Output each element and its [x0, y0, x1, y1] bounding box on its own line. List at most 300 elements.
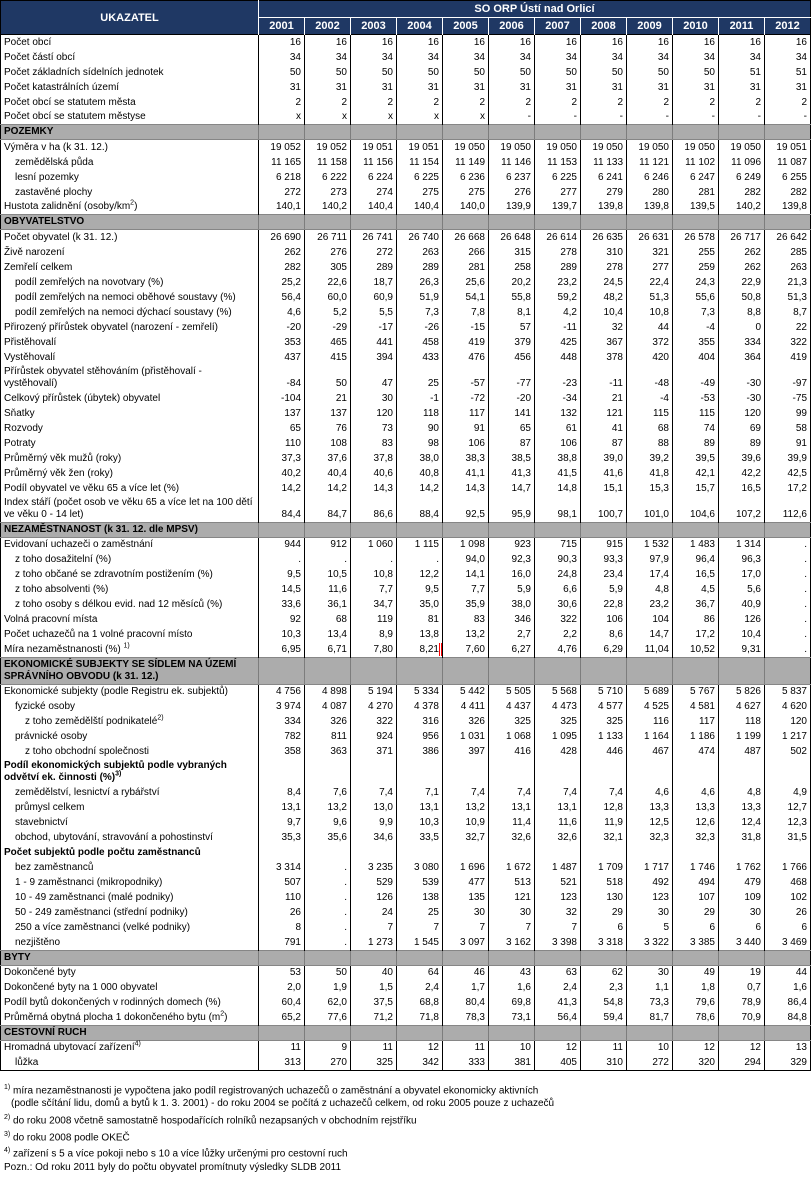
value-cell: 11 087 — [765, 155, 811, 170]
value-cell: 119 — [351, 612, 397, 627]
value-cell: 37,6 — [305, 451, 351, 466]
value-cell — [259, 215, 305, 230]
value-cell: 34 — [581, 50, 627, 65]
value-cell: 342 — [397, 1055, 443, 1070]
value-cell: 49 — [673, 965, 719, 980]
row-label: podíl zemřelých na novotvary (%) — [15, 276, 164, 288]
value-cell: 17,2 — [673, 627, 719, 642]
value-cell: 10,4 — [581, 305, 627, 320]
value-cell: 12,3 — [765, 815, 811, 830]
value-cell: 57 — [489, 320, 535, 335]
row-label: obchod, ubytování, stravování a pohostinství — [15, 832, 213, 843]
value-cell: 502 — [765, 744, 811, 759]
value-cell: 281 — [443, 260, 489, 275]
value-cell: 106 — [535, 436, 581, 451]
value-cell: 92,5 — [443, 496, 489, 523]
value-cell: 8,4 — [259, 785, 305, 800]
value-cell: . — [305, 890, 351, 905]
value-cell: 5 194 — [351, 684, 397, 699]
value-cell — [627, 657, 673, 684]
value-cell: 437 — [259, 350, 305, 365]
table-row — [1, 1040, 811, 1055]
value-cell: -20 — [259, 320, 305, 335]
value-cell: 16 — [443, 35, 489, 50]
value-cell: 272 — [351, 245, 397, 260]
value-cell: 38,0 — [489, 597, 535, 612]
value-cell: -53 — [673, 391, 719, 406]
value-cell: 19 050 — [489, 140, 535, 155]
value-cell: 4,2 — [535, 305, 581, 320]
value-cell: 19 051 — [397, 140, 443, 155]
year-column-header: 2008 — [581, 18, 627, 35]
table-row — [1, 684, 811, 699]
value-cell — [489, 1025, 535, 1040]
year-column-header: 2003 — [351, 18, 397, 35]
value-cell: 22 — [765, 320, 811, 335]
value-cell — [719, 950, 765, 965]
value-cell: 255 — [673, 245, 719, 260]
value-cell — [397, 657, 443, 684]
value-cell: 22,6 — [305, 275, 351, 290]
value-cell: 266 — [443, 245, 489, 260]
value-cell — [581, 657, 627, 684]
value-cell: 40,8 — [397, 466, 443, 481]
value-cell: 109 — [719, 890, 765, 905]
year-column-header: 2002 — [305, 18, 351, 35]
value-cell: 405 — [535, 1055, 581, 1070]
value-cell: . — [305, 552, 351, 567]
value-cell — [535, 845, 581, 860]
value-cell: 11 156 — [351, 155, 397, 170]
value-cell: 50 — [305, 65, 351, 80]
value-cell: 364 — [719, 350, 765, 365]
value-cell: 50 — [581, 65, 627, 80]
table-row — [1, 995, 811, 1010]
value-cell: - — [581, 110, 627, 125]
row-label: z toho obchodní společnosti — [25, 746, 149, 757]
value-cell: 30 — [489, 905, 535, 920]
value-cell: 68 — [627, 421, 673, 436]
value-cell: 4,8 — [627, 582, 673, 597]
row-label: Počet obcí — [4, 36, 52, 48]
value-cell: 325 — [489, 714, 535, 729]
year-column-header: 2006 — [489, 18, 535, 35]
value-cell: 322 — [535, 612, 581, 627]
value-cell: 55,6 — [673, 290, 719, 305]
value-cell: 77,6 — [305, 1010, 351, 1025]
footnote-marker: 1) — [123, 642, 130, 650]
value-cell: 123 — [627, 890, 673, 905]
row-label: Počet částí obcí — [4, 51, 76, 63]
row-label: fyzické osoby — [15, 701, 76, 712]
value-cell: 14,5 — [259, 582, 305, 597]
value-cell: 321 — [627, 245, 673, 260]
footnote-marker: 4) — [4, 1147, 11, 1155]
value-cell: 121 — [489, 890, 535, 905]
value-cell: 5 334 — [397, 684, 443, 699]
table-row — [1, 95, 811, 110]
value-cell: 3 440 — [719, 935, 765, 950]
value-cell: -23 — [535, 365, 581, 391]
value-cell: -11 — [581, 365, 627, 391]
value-cell: 333 — [443, 1055, 489, 1070]
value-cell: 12,4 — [719, 815, 765, 830]
value-cell — [627, 950, 673, 965]
value-cell — [259, 759, 305, 785]
row-label: Dokončené byty — [4, 967, 76, 978]
value-cell: 54,8 — [581, 995, 627, 1010]
value-cell: 88,4 — [397, 496, 443, 523]
value-cell: 6 246 — [627, 170, 673, 185]
value-cell: 37,3 — [259, 451, 305, 466]
value-cell: 15,1 — [581, 481, 627, 496]
value-cell: -72 — [443, 391, 489, 406]
value-cell — [397, 215, 443, 230]
year-column-header: 2011 — [719, 18, 765, 35]
value-cell: 31 — [443, 80, 489, 95]
value-cell: 25 — [397, 365, 443, 391]
value-cell — [443, 1025, 489, 1040]
value-cell: 285 — [765, 245, 811, 260]
value-cell — [259, 950, 305, 965]
value-cell: 1 186 — [673, 729, 719, 744]
value-cell: 100,7 — [581, 496, 627, 523]
value-cell: 12,8 — [581, 800, 627, 815]
value-cell: 26 741 — [351, 230, 397, 245]
value-cell — [305, 522, 351, 537]
value-cell: 65 — [489, 421, 535, 436]
value-cell: 31,5 — [765, 830, 811, 845]
value-cell: 41,8 — [627, 466, 673, 481]
table-header — [1, 1, 811, 35]
value-cell: 139,8 — [765, 200, 811, 215]
value-cell: 2 — [581, 95, 627, 110]
value-cell — [259, 1025, 305, 1040]
value-cell: 16,5 — [673, 567, 719, 582]
value-cell: -77 — [489, 365, 535, 391]
value-cell: 1,5 — [351, 980, 397, 995]
year-column-header: 2005 — [443, 18, 489, 35]
value-cell: 13,1 — [259, 800, 305, 815]
value-cell: 16,0 — [489, 567, 535, 582]
value-cell: 13,4 — [305, 627, 351, 642]
value-cell: 7,1 — [397, 785, 443, 800]
value-cell: 90,3 — [535, 552, 581, 567]
value-cell: 11 165 — [259, 155, 305, 170]
value-cell — [305, 125, 351, 140]
table-body — [1, 35, 811, 1071]
value-cell: 275 — [397, 185, 443, 200]
value-cell: 19 051 — [351, 140, 397, 155]
value-cell: 32,6 — [535, 830, 581, 845]
value-cell: 468 — [765, 875, 811, 890]
value-cell: 126 — [719, 612, 765, 627]
value-cell — [765, 759, 811, 785]
value-cell: 3 322 — [627, 935, 673, 950]
value-cell: -26 — [397, 320, 443, 335]
value-cell: 518 — [581, 875, 627, 890]
value-cell: 89 — [673, 436, 719, 451]
value-cell: 110 — [259, 890, 305, 905]
row-label: Přírůstek obyvatel stěhováním (přistěhovalí - vystěhovalí) — [4, 365, 202, 389]
value-cell: 378 — [581, 350, 627, 365]
footnote-line: $^{3)}$ do roku 2008 podle OKEČ — [4, 1130, 130, 1143]
value-cell: 34,7 — [351, 597, 397, 612]
value-cell: 35,3 — [259, 830, 305, 845]
value-cell: 325 — [351, 1055, 397, 1070]
value-cell: 55,8 — [489, 290, 535, 305]
value-cell: 2 — [719, 95, 765, 110]
value-cell: 80,4 — [443, 995, 489, 1010]
table-row — [1, 421, 811, 436]
row-label: stavebnictví — [15, 817, 68, 828]
table-row — [1, 980, 811, 995]
table-row — [1, 290, 811, 305]
value-cell — [673, 1025, 719, 1040]
value-cell: 86,6 — [351, 496, 397, 523]
row-label: průmysl celkem — [15, 802, 85, 813]
table-row — [1, 627, 811, 642]
row-label: Volná pracovní místa — [4, 614, 98, 625]
ukazatel-column-header: UKAZATEL — [1, 1, 259, 35]
footnote-marker: 2 — [130, 199, 135, 207]
value-cell: 477 — [443, 875, 489, 890]
value-cell: 4,5 — [673, 582, 719, 597]
value-cell: 19 051 — [765, 140, 811, 155]
value-cell: 30 — [627, 965, 673, 980]
value-cell: 39,9 — [765, 451, 811, 466]
value-cell: - — [765, 110, 811, 125]
value-cell: 2,4 — [535, 980, 581, 995]
value-cell: 1 314 — [719, 537, 765, 552]
value-cell: 289 — [397, 260, 443, 275]
value-cell: 1 060 — [351, 537, 397, 552]
value-cell: 12 — [719, 1040, 765, 1055]
value-cell: 91 — [765, 436, 811, 451]
value-cell: 112,6 — [765, 496, 811, 523]
value-cell: 81,7 — [627, 1010, 673, 1025]
value-cell: 26 717 — [719, 230, 765, 245]
value-cell: 371 — [351, 744, 397, 759]
value-cell — [259, 657, 305, 684]
value-cell: 93,3 — [581, 552, 627, 567]
value-cell: 4 627 — [719, 699, 765, 714]
value-cell: 448 — [535, 350, 581, 365]
value-cell: 9,6 — [305, 815, 351, 830]
value-cell — [489, 125, 535, 140]
value-cell: 3 385 — [673, 935, 719, 950]
value-cell: 16 — [351, 35, 397, 50]
value-cell: 7,60 — [443, 642, 489, 657]
value-cell: 39,6 — [719, 451, 765, 466]
value-cell: 9,5 — [259, 567, 305, 582]
value-cell: 51 — [765, 65, 811, 80]
value-cell: 521 — [535, 875, 581, 890]
value-cell — [719, 125, 765, 140]
value-cell: 24 — [351, 905, 397, 920]
value-cell: 11,04 — [627, 642, 673, 657]
value-cell — [719, 845, 765, 860]
value-cell: 16,5 — [719, 481, 765, 496]
value-cell: 17,0 — [719, 567, 765, 582]
value-cell: 24,3 — [673, 275, 719, 290]
value-cell: 262 — [259, 245, 305, 260]
value-cell: 31 — [259, 80, 305, 95]
row-label: lůžka — [15, 1056, 39, 1068]
footnote-line: Pozn.: Od roku 2011 byly do počtu obyvatel promítnuty výsledky SLDB 2011 — [4, 1162, 342, 1174]
value-cell — [259, 522, 305, 537]
value-cell: 16 — [627, 35, 673, 50]
value-cell: 3 469 — [765, 935, 811, 950]
value-cell: 26 635 — [581, 230, 627, 245]
value-cell: 8,8 — [719, 305, 765, 320]
table-row — [1, 365, 811, 391]
value-cell: 39,5 — [673, 451, 719, 466]
value-cell: 381 — [489, 1055, 535, 1070]
value-cell: 31 — [489, 80, 535, 95]
value-cell: 34 — [489, 50, 535, 65]
table-row — [1, 305, 811, 320]
value-cell: . — [765, 552, 811, 567]
footnote-marker: 2) — [4, 1113, 11, 1121]
table-row — [1, 185, 811, 200]
value-cell: . — [397, 552, 443, 567]
row-label: Podíl bytů dokončených v rodinných domech (%) — [4, 997, 221, 1008]
value-cell: 40 — [351, 965, 397, 980]
row-label: Podíl ekonomických subjektů podle vybraných odvětví ek. činnosti (%)$^{3)}$ — [4, 760, 227, 783]
value-cell: 6 — [719, 920, 765, 935]
value-cell: 118 — [397, 406, 443, 421]
value-cell: 12,2 — [397, 567, 443, 582]
value-cell: 8 — [259, 920, 305, 935]
value-cell: 73,3 — [627, 995, 673, 1010]
value-cell: 34 — [397, 50, 443, 65]
value-cell: 10 — [627, 1040, 673, 1055]
value-cell — [627, 215, 673, 230]
table-row — [1, 699, 811, 714]
value-cell: 11 — [443, 1040, 489, 1055]
value-cell: -4 — [627, 391, 673, 406]
value-cell: 118 — [719, 714, 765, 729]
footnote-marker: Pozn.: — [4, 1162, 33, 1174]
value-cell — [719, 657, 765, 684]
table-row — [1, 245, 811, 260]
value-cell — [351, 950, 397, 965]
value-cell: 41,3 — [535, 995, 581, 1010]
section-header-row — [1, 657, 811, 684]
value-cell: 39,0 — [581, 451, 627, 466]
value-cell: 2 — [397, 95, 443, 110]
value-cell: 13,2 — [443, 800, 489, 815]
value-cell: 50 — [305, 365, 351, 391]
value-cell — [535, 950, 581, 965]
value-cell: 32,1 — [581, 830, 627, 845]
value-cell: 13,2 — [443, 627, 489, 642]
value-cell: 2 — [443, 95, 489, 110]
value-cell: 14,7 — [627, 627, 673, 642]
row-label: zemědělství, lesnictví a rybářství — [15, 787, 160, 798]
value-cell: 12 — [397, 1040, 443, 1055]
value-cell: 487 — [719, 744, 765, 759]
value-cell: 273 — [305, 185, 351, 200]
value-cell: 7,4 — [489, 785, 535, 800]
value-cell: 6 236 — [443, 170, 489, 185]
value-cell: 31 — [351, 80, 397, 95]
table-row — [1, 350, 811, 365]
value-cell — [581, 522, 627, 537]
value-cell: 41 — [581, 421, 627, 436]
value-cell: 50 — [259, 65, 305, 80]
value-cell: 6 — [673, 920, 719, 935]
value-cell: 263 — [397, 245, 443, 260]
value-cell: 6 — [765, 920, 811, 935]
value-cell: -11 — [535, 320, 581, 335]
value-cell: 4,9 — [765, 785, 811, 800]
value-cell: 282 — [719, 185, 765, 200]
value-cell: 6 255 — [765, 170, 811, 185]
value-cell: 274 — [351, 185, 397, 200]
table-row — [1, 582, 811, 597]
value-cell: 7,3 — [397, 305, 443, 320]
value-cell: 60,4 — [259, 995, 305, 1010]
value-cell: 11 133 — [581, 155, 627, 170]
value-cell: 25,6 — [443, 275, 489, 290]
value-cell: . — [765, 597, 811, 612]
table-row — [1, 815, 811, 830]
table-row — [1, 965, 811, 980]
value-cell: 16 — [765, 35, 811, 50]
value-cell: 13,1 — [397, 800, 443, 815]
value-cell — [351, 845, 397, 860]
value-cell: 428 — [535, 744, 581, 759]
value-cell: 140,1 — [259, 200, 305, 215]
value-cell: - — [489, 110, 535, 125]
value-cell: 108 — [305, 436, 351, 451]
table-row — [1, 50, 811, 65]
table-row — [1, 800, 811, 815]
year-column-header: 2004 — [397, 18, 443, 35]
value-cell — [673, 125, 719, 140]
value-cell — [443, 215, 489, 230]
value-cell: 26 668 — [443, 230, 489, 245]
value-cell: 11 — [259, 1040, 305, 1055]
table-row — [1, 451, 811, 466]
value-cell: 42,2 — [719, 466, 765, 481]
value-cell: 68 — [305, 612, 351, 627]
row-label: Hromadná ubytovací zařízení$^{4)}$ — [4, 1040, 141, 1053]
value-cell: 140,0 — [443, 200, 489, 215]
table-row — [1, 155, 811, 170]
value-cell: 956 — [397, 729, 443, 744]
value-cell: 30 — [627, 905, 673, 920]
value-cell: 4 577 — [581, 699, 627, 714]
value-cell: 465 — [305, 335, 351, 350]
value-cell: 31 — [581, 80, 627, 95]
value-cell: 415 — [305, 350, 351, 365]
value-cell: 59,4 — [581, 1010, 627, 1025]
value-cell: 8,1 — [489, 305, 535, 320]
value-cell: 98,1 — [535, 496, 581, 523]
value-cell: - — [673, 110, 719, 125]
value-cell: 60,9 — [351, 290, 397, 305]
value-cell: 262 — [719, 260, 765, 275]
value-cell: 8,7 — [765, 305, 811, 320]
value-cell: 26 — [765, 905, 811, 920]
value-cell: 41,5 — [535, 466, 581, 481]
row-label: Potraty — [4, 437, 36, 449]
value-cell: 2 — [765, 95, 811, 110]
value-cell: 29 — [673, 905, 719, 920]
